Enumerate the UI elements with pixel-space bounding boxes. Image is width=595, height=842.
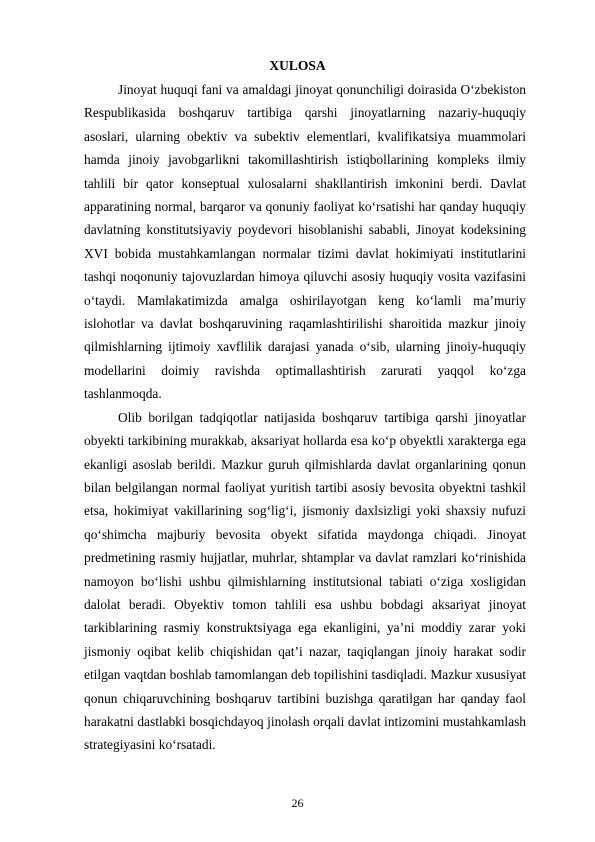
page-title: XULOSA [269, 58, 326, 73]
paragraph-1: Jinoyat huquqi fani va amaldagi jinoyat qonunchiligi doirasida O‘zbekiston Respublikasida boshqaruv tartibiga qarshi jinoyatlarning nazariy-huquqiy asoslari, ularning obektiv va subektiv elementlari, kvalifikatsiya muammolari hamda jinoiy javobgarlikni takomillashtirish istiqbollarining kompleks ilmiy tahlili bir qator konseptual xulosalarni shakllantirish imkonini berdi. Davlat apparatining normal, barqaror va qonuniy faoliyat ko‘rsatishi har qanday huquqiy davlatning konstitutsiyaviy poydevori hisoblanishi sababli, Jinoyat kodeksining XVI bobida mustahkamlangan normalar tizimi davlat hokimiyati institutlarini tashqi noqonuniy tajovuzlardan himoya qiluvchi asosiy huquqiy vosita vazifasini o‘taydi. Mamlakatimizda amalga oshirilayotgan keng ko‘lamli ma’muriy islohotlar va davlat boshqaruvining raqamlashtirilishi sharoitida mazkur jinoiy qilmishlarning ijtimoiy xavflilik darajasi yanada o‘sib, ularning jinoiy-huquqiy modellarini doimiy ravishda optimallashtirish zarurati yaqqol ko‘zga tashlanmoqda. [84, 82, 526, 402]
body-text [84, 78, 526, 757]
paragraph-2: Olib borilgan tadqiqotlar natijasida boshqaruv tartibiga qarshi jinoyatlar obyekti tarkibining murakkab, aksariyat hollarda esa ko‘p obyektli xarakterga ega ekanligi asoslab berildi. Mazkur guruh qilmishlarda davlat organlarining qonun bilan belgilangan normal faoliyat yuritish tartibi asosiy bevosita obyektni tashkil etsa, hokimiyat vakillarining sog‘lig‘i, jismoniy daxlsizligi yoki shaxsiy nufuzi qo‘shimcha majburiy bevosita obyekt sifatida maydonga chiqadi. Jinoyat predmetining rasmiy hujjatlar, muhrlar, shtamplar va davlat ramzlari ko‘rinishida namoyon bo‘lishi ushbu qilmishlarning institutsional tabiati o‘ziga xosligidan dalolat beradi. Obyektiv tomon tahlili esa ushbu bobdagi aksariyat jinoyat tarkiblarining rasmiy konstruktsiyaga ega ekanligini, ya’ni moddiy zarar yoki jismoniy oqibat kelib chiqishidan qat’i nazar, taqiqlangan jinoiy harakat sodir etilgan vaqtdan boshlab tamomlangan deb topilishini tasdiqladi. Mazkur xususiyat qonun chiqaruvchining boshqaruv tartibini buzishga qaratilgan har qanday faol harakatni dastlabki bosqichdayoq jinolash orqali davlat intizomini mustahkamlash strategiyasini ko‘rsatadi. [84, 409, 526, 753]
page-number: 26 [291, 796, 304, 810]
